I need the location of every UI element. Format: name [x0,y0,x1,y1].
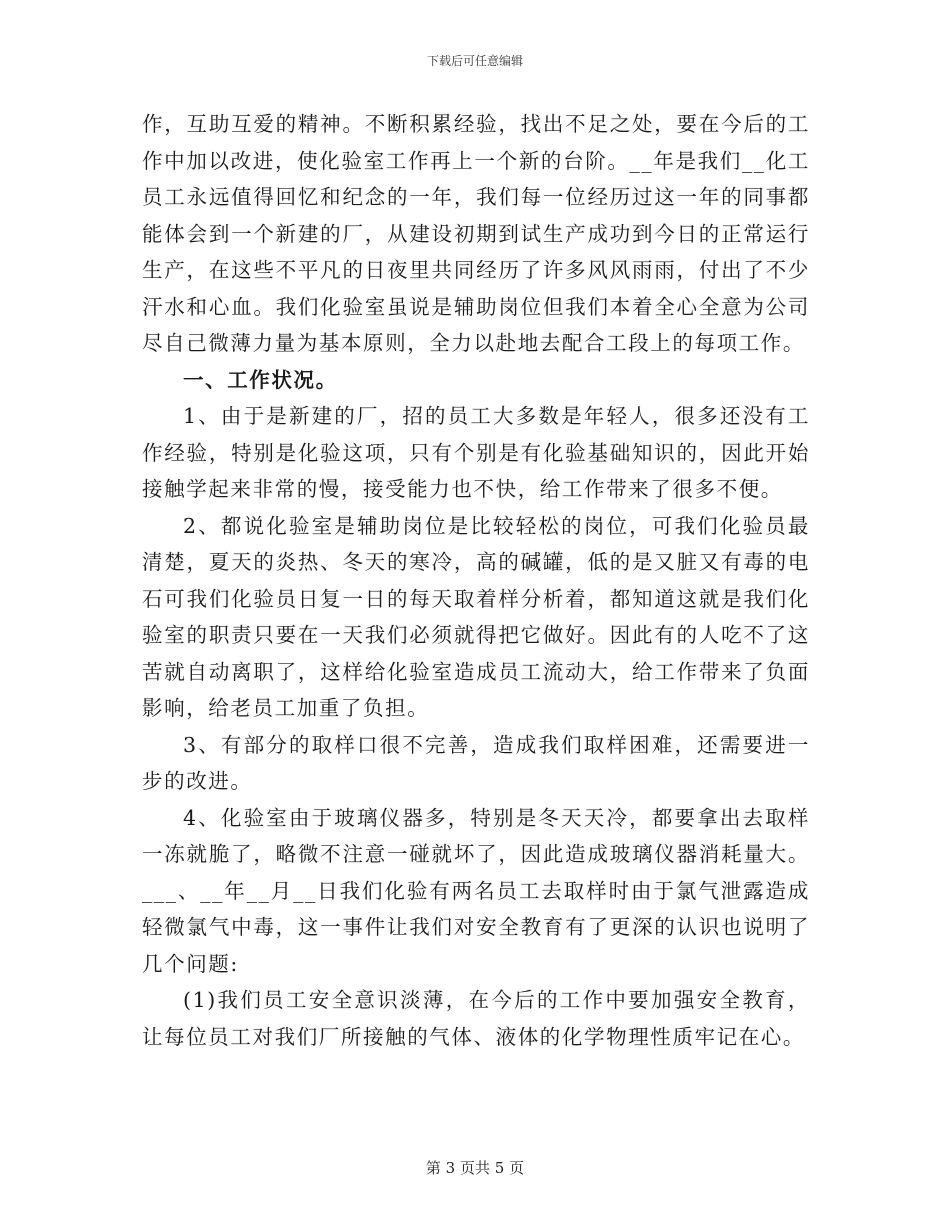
page-header: 下载后可任意编辑 [426,54,523,68]
document-body [142,106,810,1055]
paragraph-continuation: 作，互助互爱的精神。不断积累经验，找出不足之处，要在今后的工作中加以改进，使化验室工作再上一个新的台阶。__年是我们__化工员工永远值得回忆和纪念的一年，我们每一位经历过这一年的同事都能体会到一个新建的厂，从建设初期到试生产成功到今日的正常运行生产，在这些不平凡的日夜里共同经历了许多风风雨雨，付出了不少汗水和心血。我们化验室虽说是辅助岗位但我们本着全心全意为公司尽自己微薄力量为基本原则，全力以赴地去配合工段上的每项工作。 [142,112,810,355]
section-heading: 一、工作状况。 [183,367,338,392]
list-item-3: 3、有部分的取样口很不完善，造成我们取样困难，还需要进一步的改进。 [142,732,810,793]
sub-item-1: (1)我们员工安全意识淡薄，在今后的工作中要加强安全教育，让每位员工对我们厂所接触的气体、液体的化学物理性质牢记在心。 [142,988,810,1049]
list-item-4: 4、化验室由于玻璃仪器多，特别是冬天天冷，都要拿出去取样一冻就脆了，略微不注意一碰就坏了，因此造成玻璃仪器消耗量大。___、__年__月__日我们化验有两名员工去取样时由于氯气泄露造成轻微氯气中毒，这一事件让我们对安全教育有了更深的认识也说明了几个问题: [142,805,810,976]
page-number: 第 3 页共 5 页 [425,1159,525,1177]
list-item-1: 1、由于是新建的厂，招的员工大多数是年轻人，很多还没有工作经验，特别是化验这项，只有个别是有化验基础知识的，因此开始接触学起来非常的慢，接受能力也不快，给工作带来了很多不便。 [142,404,810,501]
list-item-2: 2、都说化验室是辅助岗位是比较轻松的岗位，可我们化验员最清楚，夏天的炎热、冬天的寒冷，高的碱罐，低的是又脏又有毒的电石可我们化验员日复一日的每天取着样分析着，都知道这就是我们化验室的职责只要在一天我们必须就得把它做好。因此有的人吃不了这苦就自动离职了，这样给化验室造成员工流动大，给工作带来了负面影响，给老员工加重了负担。 [142,513,810,720]
